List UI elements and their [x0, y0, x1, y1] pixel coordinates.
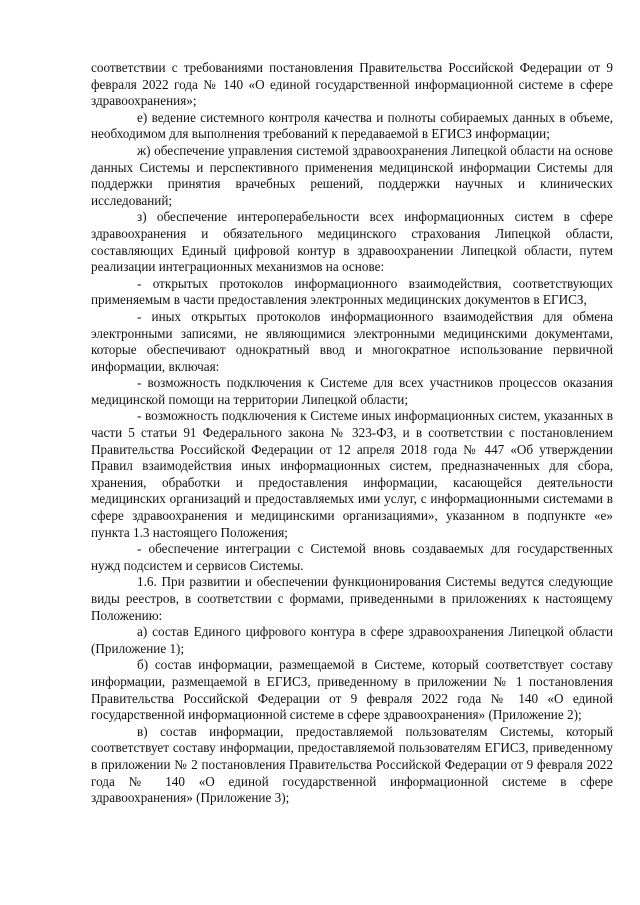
paragraph-item-a: а) состав Единого цифрового контура в сфере здравоохранения Липецкой области (Приложение 1); [91, 624, 613, 656]
paragraph-item-z: з) обеспечение интероперабельности всех информационных систем в сфере здравоохранения и обязательного медицинского страхования Липецкой области, составляющих Единый цифровой контур в здравоохранении Липецкой области, путем реализации интеграционных механизмов на основе: [91, 209, 613, 275]
paragraph-item-e: е) ведение системного контроля качества и полноты собираемых данных в объеме, необходимом для выполнения требований к передаваемой в ЕГИСЗ информации; [91, 109, 613, 142]
paragraph-bullet-open-protocols: - открытых протоколов информационного взаимодействия, соответствующих применяемым в части предоставления электронных медицинских документов в ЕГИСЗ, [91, 275, 613, 308]
paragraph-bullet-integration: - обеспечение интеграции с Системой вновь создаваемых для государственных нужд подсистем и сервисов Системы. [91, 541, 613, 573]
paragraph-bullet-participants: - возможность подключения к Системе для всех участников процессов оказания медицинской помощи на территории Липецкой области; [91, 375, 613, 407]
paragraph-bullet-other-systems: - возможность подключения к Системе иных информационных систем, указанных в части 5 статьи 91 Федерального закона № 323-ФЗ, и в соответствии с постановлением Правительства Российской Федерации от 12 апреля 2018 года № 447 «Об утверждении Правил взаимодействия иных информационных систем, предназначенных для сбора, хранения, обработки и предоставления информации, касающейся деятельности медицинских организаций и предоставляемых ими услуг, с информационными системами в сфере здравоохранения и медицинскими организациями», указанном в подпункте «е» пункта 1.3 настоящего Положения; [91, 408, 613, 540]
document-page [91, 60, 613, 807]
paragraph-continuation: соответствии с требованиями постановления Правительства Российской Федерации от 9 февраля 2022 года № 140 «О единой государственной информационной системе в сфере здравоохранения»; [91, 60, 613, 109]
paragraph-section-1-6: 1.6. При развитии и обеспечении функционирования Системы ведутся следующие виды реестров, в соответствии с формами, приведенными в приложениях к настоящему Положению: [91, 574, 613, 623]
paragraph-item-zh: ж) обеспечение управления системой здравоохранения Липецкой области на основе данных Системы и перспективного применения медицинской информации Системы для поддержки принятия врачебных решений, поддержки научных и клинических исследований; [91, 142, 613, 208]
paragraph-bullet-other-protocols: - иных открытых протоколов информационного взаимодействия для обмена электронными записями, не являющимися электронными медицинскими документами, которые обеспечивают однократный ввод и многократное использование первичной информации, включая: [91, 308, 613, 374]
paragraph-item-v: в) состав информации, предоставляемой пользователям Системы, который соответствует составу информации, предоставляемой пользователям ЕГИСЗ, приведенному в приложении № 2 постановления Правительства Российской Федерации от 9 февраля 2022 года № 140 «О единой государственной информационной системе в сфере здравоохранения» (Приложение 3); [91, 723, 613, 806]
paragraph-item-b: б) состав информации, размещаемой в Системе, который соответствует составу информации, размещаемой в ЕГИСЗ, приведенному в приложении № 1 постановления Правительства Российской Федерации от 9 февраля 2022 года № 140 «О единой государственной информационной системе в сфере здравоохранения» (Приложение 2); [91, 657, 613, 723]
